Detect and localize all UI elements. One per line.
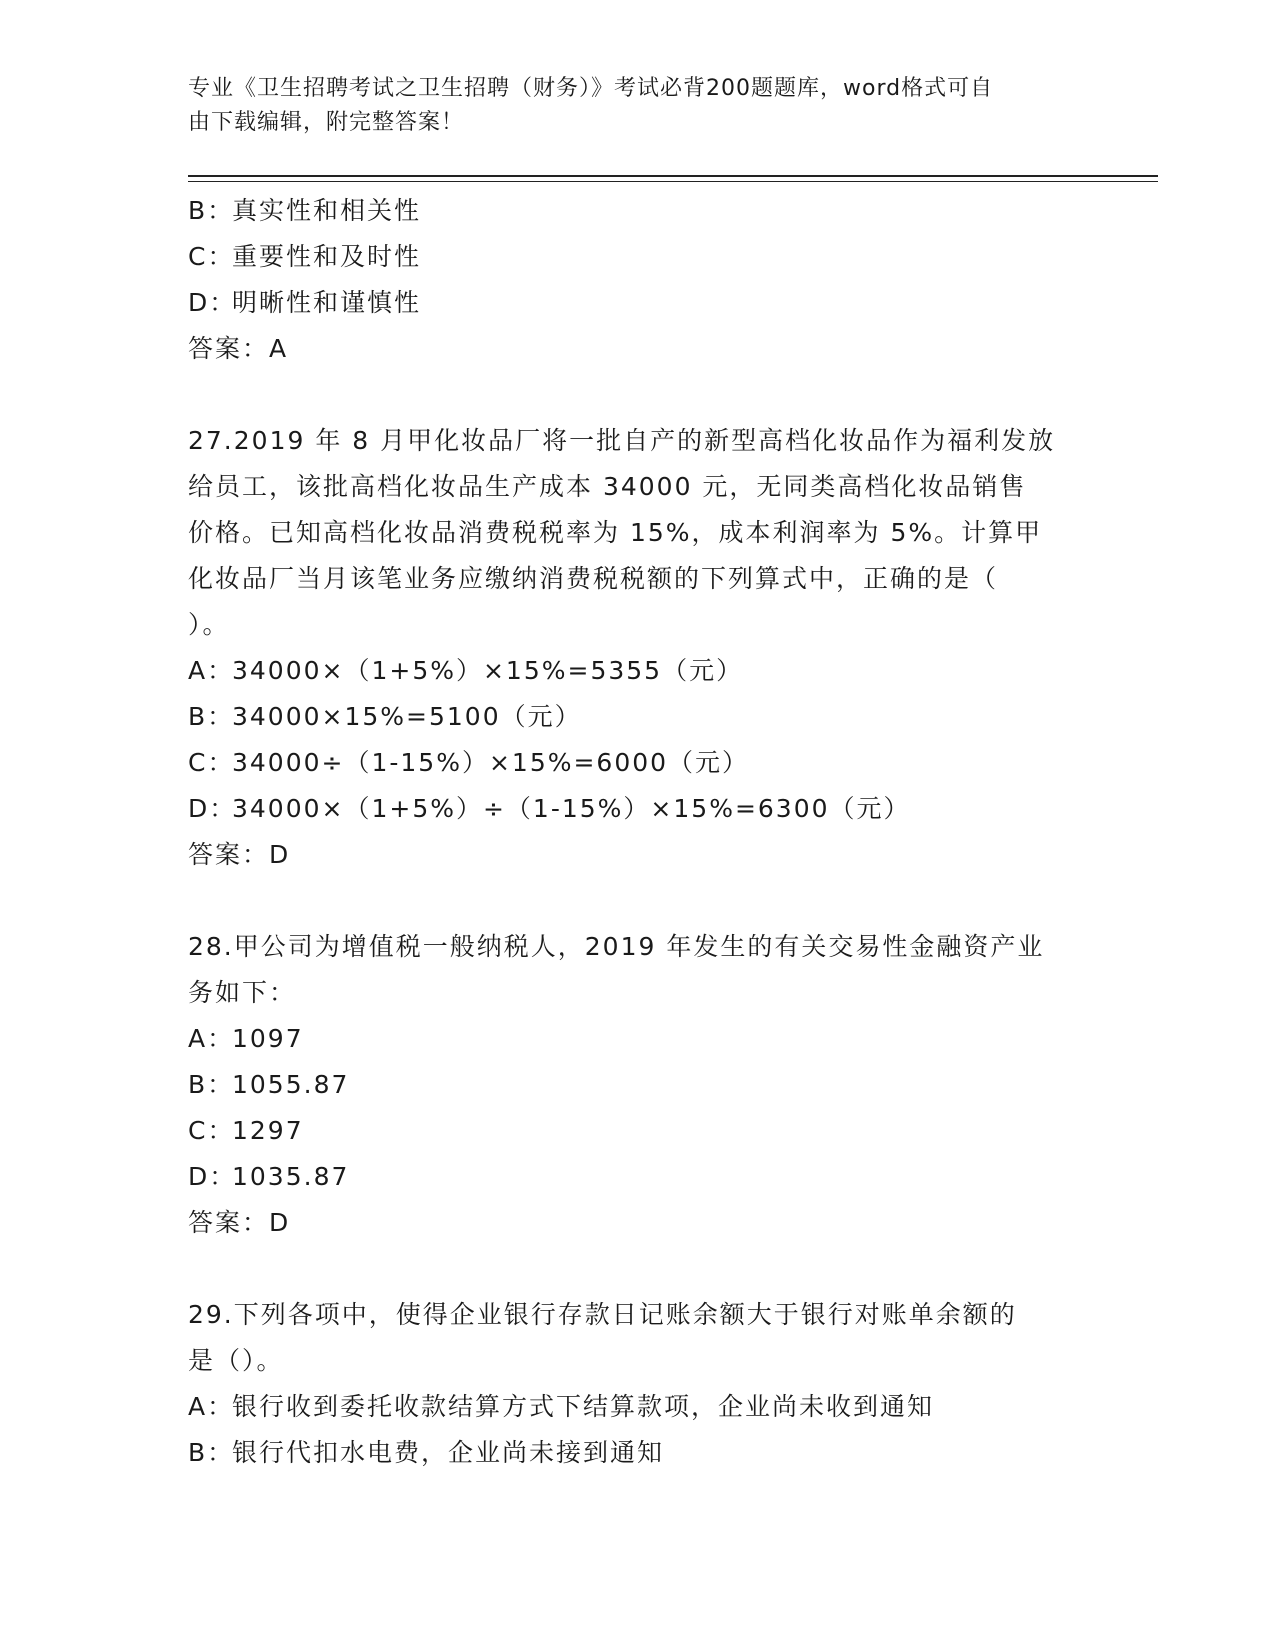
question-28 [188,924,1088,1246]
question-27 [188,418,1088,878]
question-text-line: 价格。已知高档化妆品消费税税率为 15%，成本利润率为 5%。计算甲 [188,518,1043,547]
option-c: C：1297 [188,1116,304,1145]
option-a: A：34000×（1+5%）×15%=5355（元） [188,656,744,685]
option-a: A：1097 [188,1024,304,1053]
option-d: D：明晰性和谨慎性 [188,288,422,317]
question-text-line: 化妆品厂当月该笔业务应缴纳消费税税额的下列算式中，正确的是（ [188,564,999,593]
question-text-line: 27.2019 年 8 月甲化妆品厂将一批自产的新型高档化妆品作为福利发放 [188,426,1056,455]
document-body [188,188,1088,1476]
option-c: C：34000÷（1-15%）×15%=6000（元） [188,748,750,777]
option-a: A：银行收到委托收款结算方式下结算款项，企业尚未收到通知 [188,1392,935,1421]
question-text-line: ）。 [188,610,230,639]
option-c: C：重要性和及时性 [188,242,422,271]
answer: 答案：A [188,334,289,363]
option-b: B：真实性和相关性 [188,196,422,225]
question-text-line: 是（）。 [188,1346,284,1375]
question-29 [188,1292,1088,1476]
header-title-line-1: 专业《卫生招聘考试之卫生招聘（财务）》考试必背200题题库，word格式可自 [188,76,994,101]
question-26-tail [188,188,1088,372]
option-d: D：1035.87 [188,1162,350,1191]
option-b: B：34000×15%=5100（元） [188,702,582,731]
question-text-line: 28.甲公司为增值税一般纳税人，2019 年发生的有关交易性金融资产业 [188,932,1045,961]
header-divider-thin [188,181,1158,182]
question-text-line: 务如下： [188,978,297,1007]
option-b: B：银行代扣水电费，企业尚未接到通知 [188,1438,665,1467]
question-text-line: 29.下列各项中，使得企业银行存款日记账余额大于银行对账单余额的 [188,1300,1017,1329]
answer: 答案：D [188,1208,291,1237]
option-b: B：1055.87 [188,1070,350,1099]
question-text-line: 给员工，该批高档化妆品生产成本 34000 元，无同类高档化妆品销售 [188,472,1027,501]
option-d: D：34000×（1+5%）÷（1-15%）×15%=6300（元） [188,794,911,823]
header-divider [188,175,1158,177]
answer: 答案：D [188,840,291,869]
header-title-line-2: 由下载编辑，附完整答案！ [188,110,465,135]
page-header [188,72,1068,140]
